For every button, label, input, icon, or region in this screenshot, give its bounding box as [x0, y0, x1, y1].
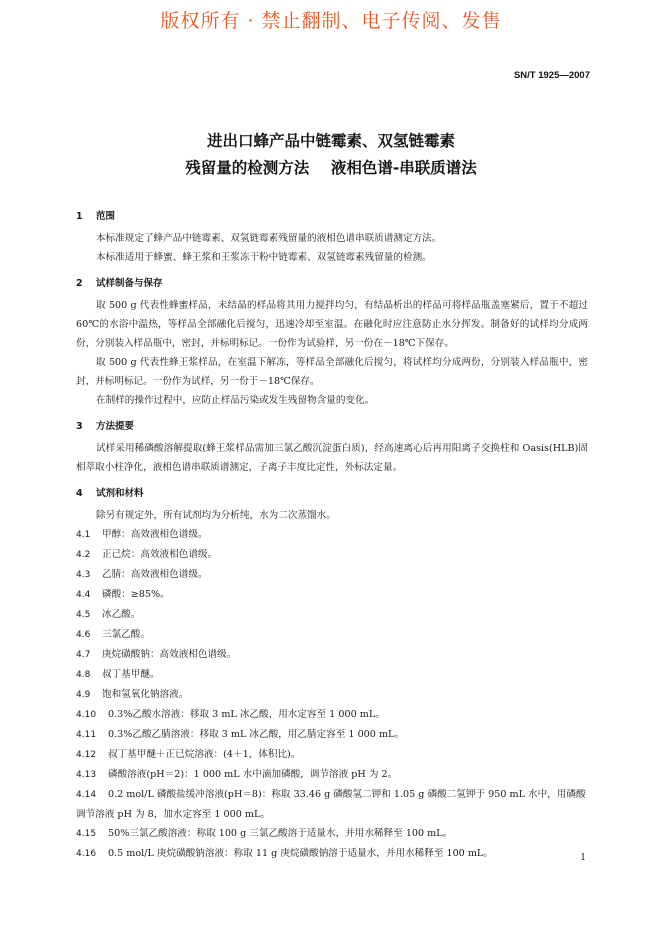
list-item: 4.3 乙腈：高效液相色谱级。	[76, 569, 208, 580]
document-body	[76, 207, 588, 864]
list-item: 4.5 冰乙酸。	[76, 609, 141, 620]
page-number: 1	[580, 853, 586, 863]
paragraph: 取 500 g 代表性蜂蜜样品，未结晶的样品将其用力搅拌均匀，有结晶析出的样品可将样品瓶盖塞紧后，置于不超过 60℃的水浴中温热，等样品全部融化后搅匀，迅速冷却至室温。在融化时应注意防止水分挥发。制备好的试样均分成两份，分别装入样品瓶中，密封，并标明标记。一份作为试验样，另一份在－18℃下保存。	[76, 300, 588, 349]
paragraph: 在制样的操作过程中，应防止样品污染或发生残留物含量的变化。	[96, 395, 375, 406]
list-item: 4.2 正己烷：高效液相色谱级。	[76, 549, 218, 560]
title-line-2: 残留量的检测方法 液相色谱-串联质谱法	[185, 159, 477, 177]
copyright-banner: 版权所有 · 禁止翻制、电子传阅、发售	[160, 10, 502, 32]
paragraph: 取 500 g 代表性蜂王浆样品，在室温下解冻，等样品全部融化后搅匀，将试样均分成两份，分别装入样品瓶中，密封，并标明标记。一份作为试样，另一份于－18℃保存。	[76, 357, 588, 387]
title-line-1: 进出口蜂产品中链霉素、双氢链霉素	[206, 132, 455, 150]
list-item: 4.1 甲醇：高效液相色谱级。	[76, 529, 208, 540]
standard-code: SN/T 1925—2007	[513, 70, 590, 81]
paragraph: 本标准适用于蜂蜜、蜂王浆和王浆冻干粉中链霉素、双氢链霉素残留量的检测。	[96, 252, 432, 263]
list-item: 4.8 叔丁基甲醚。	[76, 669, 160, 680]
paragraph: 试样采用稀磷酸溶解提取(蜂王浆样品需加三氯乙酸沉淀蛋白质)，经高速离心后再用阳离子交换柱和 Oasis(HLB)固相萃取小柱净化，液相色谱串联质谱测定，子离子丰度比定性，外标法定量。	[76, 443, 588, 473]
list-item: 4.14 0.2 mol/L 磷酸盐缓冲溶液(pH＝8)：称取 33.46 g 磷酸氢二钾和 1.05 g 磷酸二氢钾于 950 mL 水中，用磷酸调节溶液 pH 为 8，加水定容至 1 000 mL。	[76, 789, 586, 820]
list-item: 4.13 磷酸溶液(pH＝2)：1 000 mL 水中滴加磷酸，调节溶液 pH 为 2。	[76, 769, 398, 780]
list-item: 4.11 0.3%乙酸乙腈溶液：移取 3 mL 冰乙酸，用乙腈定容至 1 000 mL。	[76, 729, 405, 740]
section-heading-sample-prep: 2 试样制备与保存	[76, 278, 163, 289]
list-item: 4.12 叔丁基甲醚＋正已烷溶液：(4＋1，体积比)。	[76, 749, 301, 760]
list-item: 4.7 庚烷磺酸钠：高效液相色谱级。	[76, 649, 237, 660]
section-heading-scope: 1 范围	[76, 211, 116, 222]
list-item: 4.6 三氯乙酸。	[76, 629, 150, 640]
list-item: 4.15 50%三氯乙酸溶液：称取 100 g 三氯乙酸溶于适量水，并用水稀释至 100 mL。	[76, 828, 453, 839]
list-item: 4.16 0.5 mol/L 庚烷磺酸钠溶液：称取 11 g 庚烷磺酸钠溶于适量水，并用水稀释至 100 mL。	[76, 848, 493, 859]
list-item: 4.4 磷酸：≥85%。	[76, 589, 170, 600]
list-item: 4.10 0.3%乙酸水溶液：移取 3 mL 冰乙酸，用水定容至 1 000 mL。	[76, 709, 385, 720]
document-title	[0, 128, 662, 182]
paragraph: 本标准规定了蜂产品中链霉素、双氢链霉素残留量的液相色谱串联质谱测定方法。	[96, 233, 442, 244]
section-heading-method-summary: 3 方法提要	[76, 421, 135, 432]
paragraph: 除另有规定外，所有试剂均为分析纯，水为二次蒸馏水。	[96, 510, 336, 521]
section-heading-reagents: 4 试剂和材料	[76, 488, 144, 499]
list-item: 4.9 饱和氢氧化钠溶液。	[76, 689, 189, 700]
